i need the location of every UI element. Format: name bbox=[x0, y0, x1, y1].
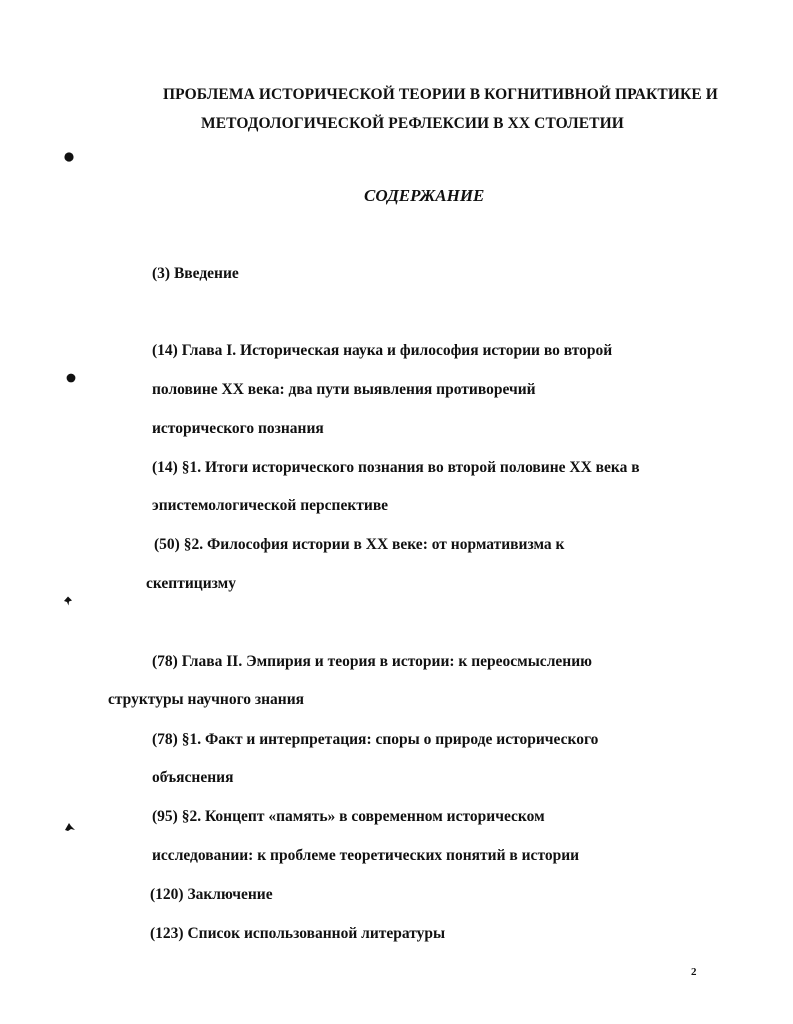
document-title-line-1: ПРОБЛЕМА ИСТОРИЧЕСКОЙ ТЕОРИИ В КОГНИТИВНОЙ ПРАКТИКЕ И bbox=[163, 86, 718, 103]
document-title-line-2: МЕТОДОЛОГИЧЕСКОЙ РЕФЛЕКСИИ В XX СТОЛЕТИИ bbox=[201, 115, 624, 132]
punch-hole-mark bbox=[66, 373, 76, 383]
toc-entry-chapter-1-cont: половине XX века: два пути выявления противоречий bbox=[152, 381, 536, 398]
toc-entry-chapter-1-cont: исторического познания bbox=[152, 420, 324, 437]
toc-entry-conclusion: (120) Заключение bbox=[150, 886, 273, 903]
toc-entry-chapter-2-section-2-cont: исследовании: к проблеме теоретических понятий в истории bbox=[152, 847, 580, 864]
punch-hole-mark bbox=[64, 152, 74, 162]
ink-blot-mark bbox=[64, 822, 74, 832]
toc-entry-chapter-2-section-1-cont: объяснения bbox=[152, 769, 234, 786]
toc-entry-chapter-2-section-1: (78) §1. Факт и интерпретация: споры о природе исторического bbox=[152, 731, 599, 748]
toc-entry-chapter-1-section-2: (50) §2. Философия истории в XX веке: от нормативизма к bbox=[154, 536, 565, 553]
toc-entry-chapter-2-section-2: (95) §2. Концепт «память» в современном историческом bbox=[152, 808, 545, 825]
toc-entry-chapter-1: (14) Глава I. Историческая наука и философия истории во второй bbox=[152, 342, 613, 359]
toc-entry-chapter-1-section-1-cont: эпистемологической перспективе bbox=[152, 497, 389, 514]
toc-entry-chapter-1-section-1: (14) §1. Итоги исторического познания во второй половине XX века в bbox=[152, 459, 640, 476]
toc-entry-chapter-2: (78) Глава II. Эмпирия и теория в истории: к переосмыслению bbox=[152, 653, 592, 670]
toc-entry-chapter-2-cont: структуры научного знания bbox=[108, 691, 305, 708]
toc-entry-bibliography: (123) Список использованной литературы bbox=[150, 925, 446, 942]
toc-entry-chapter-1-section-2-cont: скептицизму bbox=[146, 575, 236, 592]
contents-heading: СОДЕРЖАНИЕ bbox=[364, 186, 485, 205]
page-number: 2 bbox=[691, 966, 697, 978]
toc-entry-introduction: (3) Введение bbox=[152, 265, 239, 282]
ink-blot-mark bbox=[63, 596, 73, 606]
